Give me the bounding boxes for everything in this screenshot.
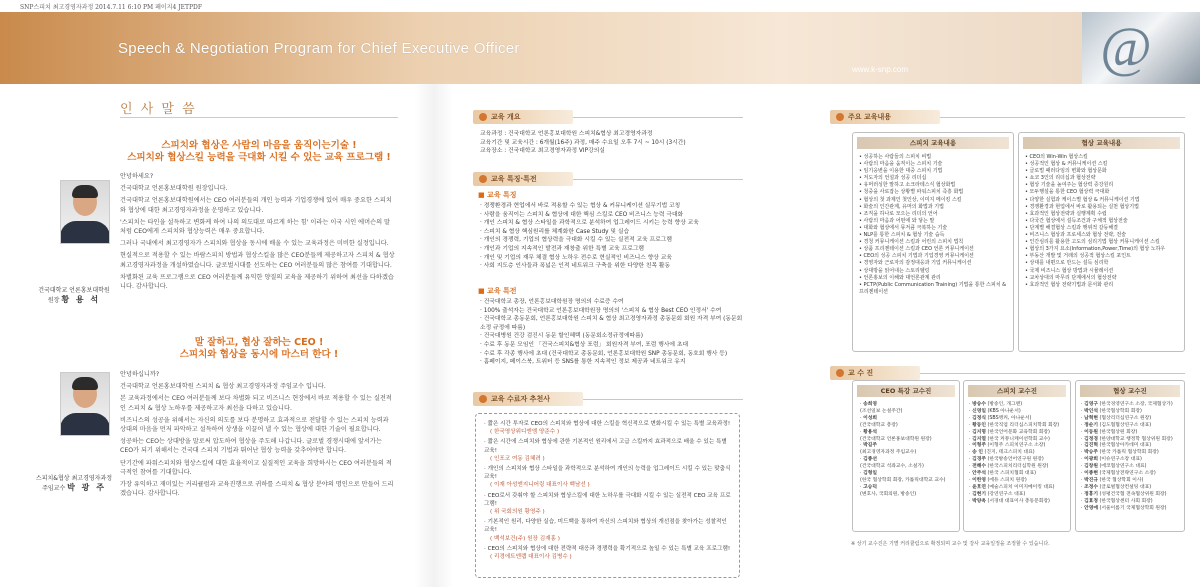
features-sub-2: ■ 교육 특전 — [478, 287, 517, 295]
features-list-1: · 경쟁환경과 현업에서 바로 적용할 수 있는 협상 & 커뮤니케이션 실무기법 코칭 · 사람을 움직이는 스피치 & 협상에 대한 핵심 스킬로 CEO 비즈니스 능력 극대화 · 개인 스피치 & 협상 스타일을 과학적으로 분석하여 업그레이드 시키는 능력 향상 교육 · 스피치 & 협상 핵심원리를 체계화한 Case Study 및 실습 · 개인의 경쟁력, 기업의 협상력을 극대화 시킬 수 있는 실전적 교육 프로그램 · 개인과 기업의 지속적인 발전과 재창출 위한 특별 교육 프로그램 · 개인 및 기업의 재무 체결 협상 노하우 전수로 현실적인 비즈니스 향상 교육 · 사회 지도층 인사들과 폭넓은 인적 네트워크 구축을 위한 다양한 친목 활동 — [480, 203, 699, 270]
features-header: 교육 특징·특전 — [473, 172, 573, 186]
overview-header: 교육 개요 — [473, 110, 573, 124]
negotiation-curriculum-list: • CEO의 Win-Win 협상스킬 • 성공적인 협상 & 커뮤니케이션 스킬 • 글로벌 패러다임의 변화와 협상문화 • 쇼코 3인의 리더십과 협상전략 • 협상 기술을 높여주는 협상력 증강원리 • 모두행설을 통한 CEO 협상력 극대화 • 다양한 실험과 케이스별 협상 & 커뮤니케이션 기법 • 경쟁환경과 현업에서 바로 활용되는 실천 협상기법 • 효과적인 협상전략과 실행계획 수립 • 다국간 협상에서 설득조건과 구체적 협상전술 • 단계별 해결협상 스킬과 행위적 갈등해결 • 비즈니스 협상과 프로세스와 협상 전략, 전술 • 인간심리를 활용한 고도의 심리기법 협상 커뮤니케이션 스킬 • 협상의 3가지 요소(Information,Power,Time)의 협상 노하우 • 부동산 개발 및 거래의 성공적 협상스킬 포인트 • 상대를 내편으로 만드는 설득 심리학 • 국제 비즈니스 협상 방법과 시뮬레이션 • 교차상대의 마무리 단계에서의 협상전략 • 효과적인 협상 전략기법과 문서화 관리 — [1025, 154, 1180, 289]
speech-curriculum-title: 스피치 교육내용 — [857, 137, 1009, 149]
director-caption: 건국대학교 언론홍보대학원 원장 황 용 석 — [38, 287, 110, 304]
bullet-icon — [836, 113, 844, 121]
ceo-faculty-list: · 송희영 (조선일보 논설주간) · 이성희 (건국대학교 총장) · 황용석 (건국대학교 언론홍보대학원 원장) · 박길주 (최고경영자과정 주임교수) · 김종선 (건국대학교 석좌교수, 소설가) · 김형일 (한국 협상학회 회장, 카톨릭대학교 교수) · 고승덕 (변호사, 국회의원, 방송인) — [860, 402, 946, 497]
curriculum-header: 주요 교육내용 — [830, 110, 940, 124]
print-metadata: SNP스피치 최고경영자과정 2014.7.11 6:10 PM 페이지4 JETPDF — [20, 4, 202, 11]
overview-list: 교육과정 : 건국대학교 언론홍보대학원 스피치&협상 최고경영자과정 교육기간 및 교육시간 : 6개월(16주) 과정, 매주 수요일 오후 7시 ~ 10시 (3시간) 교육장소 : 건국대학교 최고경영자과정 VIP강의실 — [480, 131, 686, 155]
recommend-item: · 짧은 시간에 스피치와 협상에 관한 기본적인 원리에서 고급 스킬까지 효과적으로 배울 수 있는 특별 교육! ( 인포코 여동 김혜려 ) — [484, 439, 727, 462]
website-link[interactable]: www.k-snp.com — [852, 65, 909, 74]
recommend-item: · CEO의 스피치와 협상에 대한 전략적 대응과 경쟁력을 확기적으로 높일 수 있는 특별 교육 프로그램! ( 리경에트엔랩 대표이사 김병수 ) — [484, 545, 731, 561]
divider — [940, 117, 1185, 118]
recommend-item: · 개인의 스피치와 협상 스타일을 과학적으로 분석하여 개인의 능력을 업그레이드 시킬 수 있는 맞춤식 교육! ( 이재 아성엔지니어링 대표이사 백남선 ) — [484, 466, 731, 489]
speech-curriculum-panel — [852, 132, 1014, 352]
negotiation-faculty-list: · 김영구 (한국경영연구소 소장, 국제협상가) · 박인석 (한국협상학회 회장) · 남혁현 (협상리더십연구소 원장) · 정순기 (김도협협상연구소 대표) · 이동원 (한국협상원 회장) · 김정경 (한양대학교 행정학 협상위원 회장) · 김진혁 (한국협상아카데미 대표) · 박승주 (한국 카톨릭 협상학회 회장) · 이광희 (이슈연구소장 대표) · 김창원 (에코협상연구소 대표) · 이종현 (국제협상전략연구소 소장) · 박진규 (한국 협상학회 이사) · 조정수 (글로벌협상컨설팅 대표) · 정홍기 (성평건국협 전속협상위원 회장) · 김효정 (한국협상센터 사회 회장) · 안영애 (서울이롭기 국제협상학회 원장) — [1081, 402, 1173, 511]
divider — [573, 117, 743, 118]
professor-caption: 스피치&협상 최고경영자과정 주임교수 박 광 주 — [35, 475, 113, 492]
negotiation-curriculum-title: 협상 교육내용 — [1023, 137, 1180, 149]
at-logo-icon: @ — [1100, 17, 1152, 79]
ceo-faculty-title: CEO 특강 교수진 — [857, 385, 955, 397]
faculty-header: 교 수 진 — [830, 366, 920, 380]
greeting-highlight-1: 스피치와 협상은 사람의 마음을 움직이는기술 ! 스피치와 협상스킬 능력을 극대화 시킬 수 있는 교육 프로그램 ! — [127, 140, 391, 163]
bullet-icon — [479, 175, 487, 183]
recommend-item: · 짧은 시간 투자로 CEO의 스피치와 협상에 대한 스킬을 혁신적으로 변화시킬 수 있는 특별 교육과정! ( 한국영상위디엔엠 양준수 ) — [484, 421, 731, 436]
recommend-item: · CEO로서 갖춰야 할 스피치와 협상스킬에 대한 노하우를 극대화 시킬 수 있는 실전적 CEO 교육 프로그램! ( 위 국회의원 황영주 ) — [484, 492, 731, 516]
professor-photo — [60, 372, 110, 436]
greeting-body-1: 안녕하세요? 건국대학교 언론홍보대학원 원장입니다. 건국대학교 언론홍보대학원에서는 CEO 여러분들의 개인 능력과 기업경쟁에 있어 매우 중요한 스피치와 협상에 대한 최고경영자과정을 운영하고 있습니다. '스피치는 타인을 설득하고 변화케 하여 나의 의도대로 따르게 하는 힘' 이라는 이국 시인 에머슨의 말처럼 CEO에게 스피치와 협상능력은 매우 중요합니다. 그러나 국내에서 최고경영자가 스피치와 협상을 동시에 배울 수 있는 교육과정은 미비한 실정입니다. 현실적으로 적용할 수 있는 바람스피치 방법과 협상스킬을 많은 CEO분들께 제공하고자 스피치 & 협상 최고경영자과정을 개설하였습니다. 글로벌시대를 선도하는 CEO 여러분들의 많은 참여를 기대합니다. 차별화된 교육 프로그램으로 CEO 여러분들께 유익한 양질의 교육을 제공하기 위하여 최선을 다하겠습니다. 감사합니다. — [120, 173, 395, 291]
page-fold — [414, 84, 454, 587]
divider — [583, 399, 743, 400]
features-sub-1: ■ 교육 특징 — [478, 191, 517, 199]
speech-faculty-title: 스피치 교수진 — [968, 385, 1066, 397]
banner-title: Speech & Negotiation Program for Chief Executive Officer — [118, 40, 520, 57]
negotiation-faculty-title: 협상 교수진 — [1080, 385, 1180, 397]
bullet-icon — [479, 113, 487, 121]
greeting-highlight-2: 말 잘하고, 협상 잘하는 CEO ! 스피치와 협상을 동시에 마스터 한다 ! — [179, 337, 339, 360]
negotiation-curriculum-panel — [1018, 132, 1185, 352]
features-list-2: · 건국대학교 총장, 언론홍보대학원장 명의의 수료증 수여 · 100% 출석자는 건국대학교 언론홍보대학원장 명의의 '스피치 & 협상 Best CEO 인정서' 수여 · 건국대학교 총동문회, 언론홍보대학원 스피치 & 협상 최고경영자과정 총동문회 회원 자격 부여 (동문회 소정 규정에 따름) · 건국대병원 건강 검진시 동문 할인혜택 (동문회소정규정에따름) · 수료 후 동문 모임인 「건국스피치&협상 포럼」 회원자격 부여, 포럼 행사에 초대 · 수료 후 각종 행사에 초대 (건국대학교 총동문회, 언론홍보대학원 SNP 총동문회, 동호회 행사 등) · 홈페이지, 페이스북, 트위터 등 SNS를 통한 지속적인 정보 제공과 네트워크 유지 — [480, 299, 743, 366]
divider — [573, 179, 743, 180]
recommend-header: 교육 수료자 추천사 — [473, 392, 583, 406]
greeting-title: 인 사 말 씀 — [120, 102, 197, 117]
bullet-icon — [836, 369, 844, 377]
bullet-icon — [479, 395, 487, 403]
speech-faculty-list: · 방송수 (방송인, 개그맨) · 신영일 (KBS 아나운서) · 김정식 (SBS앵커, 아나운서) · 황동인 (한국직업 리더십스피치학회 회장) · 김지명 (한국언어문화 교육학회 회장) · 김지열 (한국 커뮤니케이션학회 교수) · 이형주 (이형주 스피치연구소 소장) · 송 인 (진지, 테크스피치 대표) · 김경주 (한국방송언어연구원 원장) · 전해수 (한국스피치리더십학원 원장) · 안주석 (한국 스피치협회 대표) · 이한영 (에듀 스피치 원장) · 윤호연 (예술스피치 이미지메이킹 대표) · 김현기 (강연연구소 대표) · 박양옥 (서경대 대표이사 총동문회장) — [969, 402, 1060, 504]
faculty-footnote: ※ 상기 교수진은 기별 커리큘럼으로 확정되며 교수 및 강사 교육일정을 조정할 수 있습니다. — [851, 541, 1050, 547]
recommend-box — [475, 413, 740, 578]
speech-curriculum-list: • 성공하는 사람들의 스피치 비법 • 사람의 마음을 움직이는 스피치 기술 • 임기응변을 이용한 대중 스피치 기법 • 저도자의 언설과 성공 리더십 • 유머러싱한 말하고 소크라테스식 협상화법 • 청중을 사로잡는 상황별 파워스피치 즉흥 화법 • 협상의 첫 과제인 첫인상, 이미지 메이킹 스킬 • 화술의 인간관계, 유머의 화법과 기법 • 조직을 하나로 모으는 리더의 언어 • 사람의 마음과 어떤에 와 닿는 말 • 대화와 협상에서 뮤저큼 극복하는 기술 • NLP를 통한 스피치 & 협상 기술 습득 • 경청 커뮤니케이션 스킬과 어린의 스피치 법칙 • 상품 프리젠테이션 스킬과 CEO 언론 커뮤니케이션 • CEO의 성공 스피치 기법과 기업경영 커뮤니케이션 • 경영자와 근로자의 감정대응과 기업 커뮤니케이션 • 상대방을 읽어내는 스토리텔링 • 언론홍보의 이해와 대언론관계 관리 • PCTP(Public Communication Training) 기법을 통한 스피치 & 프리젠테이션 — [859, 154, 1009, 296]
divider — [920, 373, 1185, 374]
greeting-body-2: 안녕하십니까? 건국대학교 언론홍보대학원 스피치 & 협상 최고경영자과정 주임교수 입니다. 본 교육과정에서는 CEO 여러분들께 보다 차별화 되고 비즈니스 현장에서 바로 적용할 수 있는 실전적인 스피치 & 협상 노하우를 제공하고자 최선을 다하고 있습니다. 비즈니스의 성공을 위해서는 자신의 의도를 보다 분명하고 효과적으로 전달할 수 있는 스피치 능력과 상대의 마음을 먼저 파악하고 설득하여 상생을 이끌어 낼 수 있는 협상에 대한 기술이 필요합니다. 성공하는 CEO는 상대방을 말로써 압도하여 협상을 주도해 나갑니다. 글로벌 경쟁시대에 앞서가는 CEO가 되기 위해서는 건국대 스피치 기법과 뛰어난 협상 능력을 갖추어야만 합니다. 단기간에 파워스피치와 협상스킬에 대한 효율적이고 실질적인 교육을 희망하시는 CEO 여러분들의 적극적인 참여를 기대합니다. 가장 유익하고 재미있는 커리큘럼과 교육진행으로 귀하를 스피치 & 협상 분야의 명인으로 만들어 드리겠습니다. 감사합니다. — [120, 371, 394, 498]
divider — [120, 117, 398, 118]
at-logo — [1082, 12, 1200, 84]
director-photo — [60, 180, 110, 244]
recommend-item: · 기본적인 원리, 다양한 실습, 미드백을 통하여 자신의 스피치와 협상의 개선점을 찾아가는 성찰적인 교육! ( 백석보건(주) 원장 김재홍 ) — [484, 519, 727, 542]
